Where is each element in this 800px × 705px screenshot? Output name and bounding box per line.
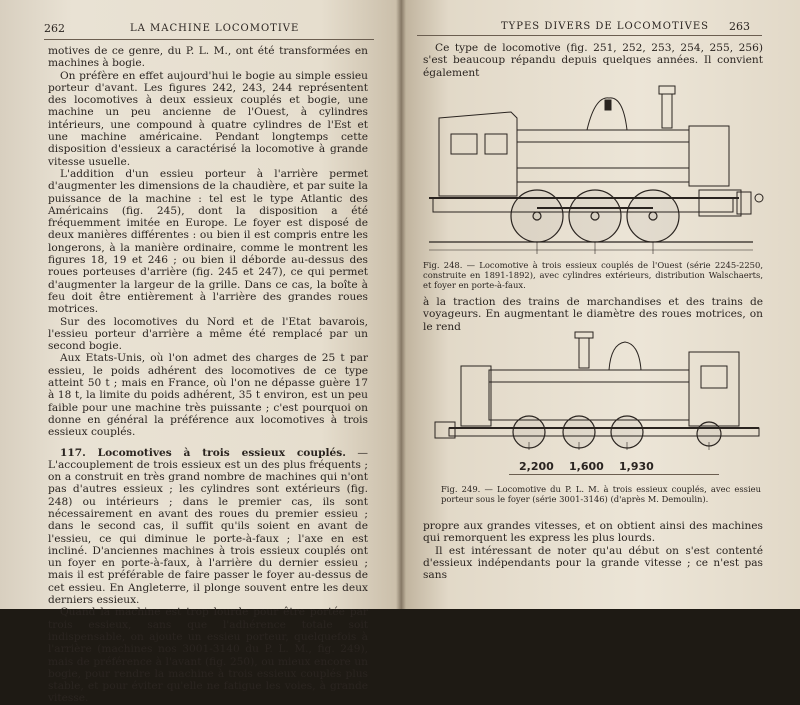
paragraph: motives de ce genre, du P. L. M., ont été transformées en machines à bogie.	[48, 45, 368, 70]
paragraph: Sur des locomotives du Nord et de l'Etat bavarois, l'essieu porteur d'arrière a même été remplacé par un second bogie.	[48, 315, 368, 353]
right-page-number: 263	[729, 20, 750, 33]
left-header-rule	[44, 39, 374, 40]
right-page	[401, 0, 800, 609]
right-header-rule	[417, 35, 762, 36]
fig-249-dimension: 1,600	[569, 460, 604, 473]
paragraph: On préfère en effet aujourd'hui le bogie au simple essieu porteur d'avant. Les figures 242, 243, 244 représentent des locomotives à deux essieux couplés et bogie, une machine un peu ancienne de l'Ouest, à cylindres intérieurs, une compound à quatre cylindres de l'Est et une machine américaine. Pendant longtemps cette disposition d'essieux a caractérisé la locomotive à grande vitesse usuelle.	[48, 69, 368, 168]
right-closing-text	[423, 520, 763, 581]
right-intro-text	[423, 42, 763, 79]
fig-249-locomotive-drawing-icon	[419, 330, 769, 450]
fig-249-dimension-line	[509, 474, 719, 475]
section-heading: 117. Locomotives à trois essieux couplés.	[60, 446, 346, 459]
paragraph: — L'accouplement de trois essieux est un des plus fréquents ; on a construit en très grand nombre de machines qui n'ont pas d'autres essieux ; les cylindres sont extérieurs (fig. 248) ou intérieurs ; dans le premier cas, ils sont nécessairement en avant des roues du premier essieu ; dans le second cas, il suffit qu'ils soient en avant de l'essieu, ce qui diminue le porte-à-faux ; l'axe en est incliné. D'anciennes machines à trois essieux couplés ont un foyer en porte-à-faux, à l'arrière du dernier essieu ; mais il est préférable de faire passer le foyer au-dessus de cet essieu. En Angleterre, il plonge souvent entre les deux derniers essieux.	[48, 446, 368, 607]
fig-248-locomotive-drawing-icon	[419, 78, 769, 256]
paragraph: Il est intéressant de noter qu'au début on s'est contenté d'essieux indépendants pour la grande vitesse ; ce n'est pas sans	[423, 544, 763, 582]
fig-249-dimension: 2,200	[519, 460, 554, 473]
paragraph: Aux Etats-Unis, où l'on admet des charges de 25 t par essieu, le poids adhérent des locomotives de ce type atteint 50 t ; mais en France, où l'on ne dépasse guère 17 à 18 t, la limite du poids adhérent, 35 t environ, est un peu faible pour une machine très puissante ; c'est pourquoi on donne en général la préférence aux locomotives à trois essieux couplés.	[48, 352, 368, 439]
section-117	[48, 447, 368, 607]
fig-249-caption: Fig. 249. — Locomotive du P. L. M. à trois essieux couplés, avec essieu porteur sous le foyer (série 3001-3146) (d'après M. Demoulin).	[441, 484, 761, 504]
paragraph: L'addition d'un essieu porteur à l'arrière permet d'augmenter les dimensions de la chaudière, et par suite la puissance de la machine : tel est le type Atlantic des Américains (fig. 245), dont la disposition a été fréquemment imitée en Europe. Le foyer est disposé de deux manières différentes : ou bien il est compris entre les longerons, à la manière ordinaire, comme le montrent les figures 18, 19 et 246 ; ou bien il déborde au-dessus des roues porteuses d'arrière (fig. 245 et 247), ce qui permet d'augmenter la largeur de la grille. Dans ce cas, la boîte à feu doit être entièrement à l'arrière des grandes roues motrices.	[48, 167, 368, 316]
paragraph: Ce type de locomotive (fig. 251, 252, 253, 254, 255, 256) s'est beaucoup répandu depuis quelques années. Il convient également	[423, 42, 763, 79]
paragraph: Quand la machine est trop lourde pour être portée par trois essieux, sans que l'adhérence totale soit indispensable, on ajoute un essieu porteur, quelquefois à l'arrière (machines nos 3001-3140 du P. L. M., fig. 249), mais de préférence à l'avant (fig. 250), ou mieux encore un bogie, pour rendre la machine à trois essieux couplés plus stable, et pour éviter qu'elle ne fatigue les voies, à grande vitesse.	[48, 606, 368, 705]
right-running-title: TYPES DIVERS DE LOCOMOTIVES	[501, 21, 709, 32]
right-middle-text	[423, 296, 763, 333]
paragraph: propre aux grandes vitesses, et on obtient ainsi des machines qui remorquent les express les plus lourds.	[423, 520, 763, 545]
book-gutter	[396, 0, 406, 609]
left-body-text	[48, 45, 368, 705]
paragraph: à la traction des trains de marchandises et des trains de voyageurs. En augmentant le diamètre des roues motrices, on le rend	[423, 296, 763, 333]
fig-248-caption: Fig. 248. — Locomotive à trois essieux couplés de l'Ouest (série 2245-2250, construite en 1891-1892), avec cylindres extérieurs, distribution Walschaerts, et foyer en porte-à-faux.	[423, 260, 763, 290]
left-page-number: 262	[44, 22, 65, 35]
left-running-title: LA MACHINE LOCOMOTIVE	[130, 23, 300, 34]
fig-249-dimension: 1,930	[619, 460, 654, 473]
